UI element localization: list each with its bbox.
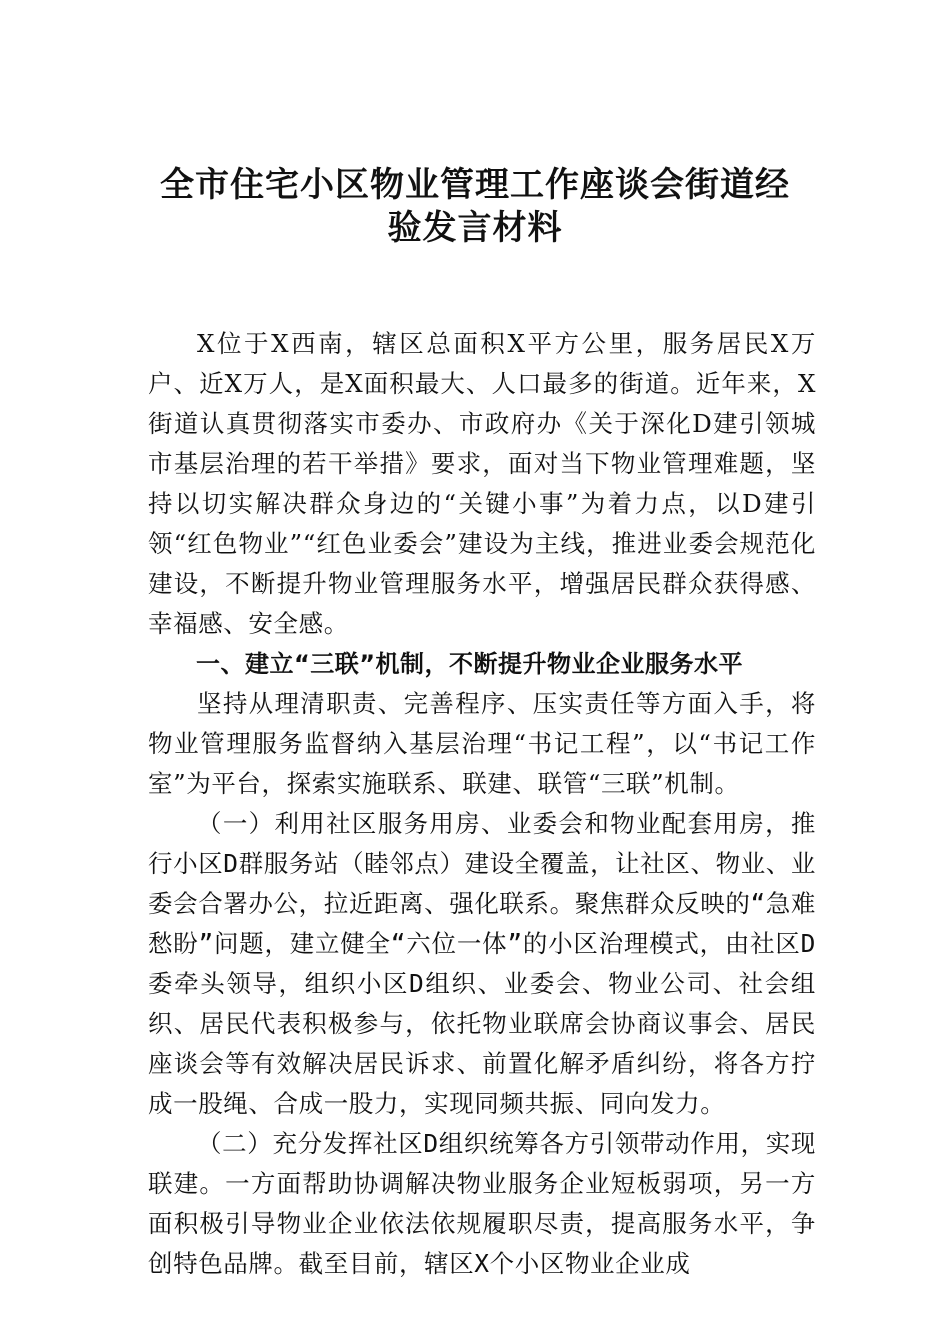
intro-paragraph: X位于X西南，辖区总面积X平方公里，服务居民X万户、近X万人，是X面积最大、人口最多的街道。近年来，X街道认真贯彻落实市委办、市政府办《关于深化D建引领城市基层治理的若干举措》要求，面对当下物业管理难题，坚持以切实解决群众身边的“关键小事”为着力点，以D建引领“红色物业”“红色业委会”建设为主线，推进业委会规范化建设，不断提升物业管理服务水平，增强居民群众获得感、幸福感、安全感。 bbox=[148, 329, 816, 638]
section1-heading: 一、建立“三联”机制，不断提升物业企业服务水平 bbox=[196, 650, 744, 678]
section1-paragraph: 坚持从理清职责、完善程序、压实责任等方面入手，将物业管理服务监督纳入基层治理“书记工程”，以“书记工作室”为平台，探索实施联系、联建、联管“三联”机制。 bbox=[148, 689, 816, 798]
document-title-line2: 验发言材料 bbox=[387, 208, 563, 248]
subsection1-paragraph: （一）利用社区服务用房、业委会和物业配套用房，推行小区D群服务站（睦邻点）建设全覆盖，让社区、物业、业委会合署办公，拉近距离、强化联系。聚焦群众反映的“急难愁盼”问题，建立健全“六位一体”的小区治理模式，由社区D委牵头领导，组织小区D组织、业委会、物业公司、社会组织、居民代表积极参与，依托物业联席会协商议事会、居民座谈会等有效解决居民诉求、前置化解矛盾纠纷，将各方拧成一股绳、合成一股力，实现同频共振、同向发力。 bbox=[148, 809, 816, 1118]
document-title-line1: 全市住宅小区物业管理工作座谈会街道经 bbox=[160, 165, 790, 205]
subsection2-paragraph: （二）充分发挥社区D组织统筹各方引领带动作用，实现联建。一方面帮助协调解决物业服务企业短板弱项，另一方面积极引导物业企业依法依规履职尽责，提高服务水平，争创特色品牌。截至目前，辖区X个小区物业企业成 bbox=[148, 1129, 816, 1278]
document-body bbox=[148, 324, 816, 1284]
